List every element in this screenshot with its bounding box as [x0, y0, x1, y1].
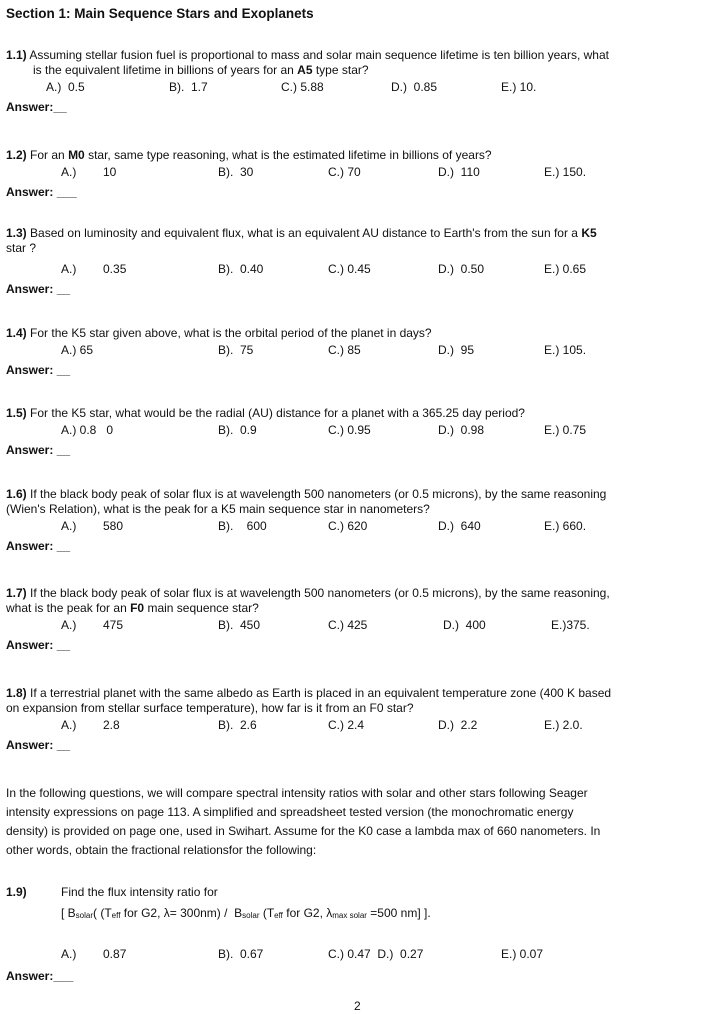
answer-label: Answer:	[6, 443, 54, 457]
answer-blank[interactable]: __	[53, 100, 67, 114]
option-c[interactable]: C.) 425	[328, 618, 368, 632]
question-number: 1.3)	[6, 226, 27, 240]
question-number: 1.6)	[6, 487, 27, 501]
options	[6, 519, 708, 535]
option-d[interactable]: D.) 400	[443, 618, 486, 632]
answer-blank[interactable]: ___	[56, 185, 77, 199]
answer-line	[6, 282, 708, 297]
question-text: For an	[30, 148, 65, 162]
question-text: what is the peak for an	[6, 601, 127, 615]
flux-formula: [ Bsolar( (Teff for G2, λ= 300nm) / Bsolar (Teff for G2, λmax solar =500 nm] ].	[61, 906, 431, 920]
option-b[interactable]: B). 75	[218, 343, 254, 357]
option-b[interactable]: B). 600	[218, 519, 267, 533]
question-1-7	[6, 586, 708, 653]
question-number: 1.4)	[6, 326, 27, 340]
answer-line	[6, 969, 73, 984]
answer-label: Answer:	[6, 363, 54, 377]
option-d[interactable]: D.) 0.85	[391, 80, 438, 94]
page-number: 2	[354, 999, 361, 1013]
option-e[interactable]: E.) 0.07	[501, 947, 544, 961]
answer-blank[interactable]: __	[56, 282, 71, 296]
option-e[interactable]: E.) 105.	[544, 343, 587, 357]
question-text: star, same type reasoning, what is the estimated lifetime in billions of years?	[88, 148, 492, 162]
answer-blank[interactable]: __	[56, 443, 71, 457]
option-c[interactable]: C.) 0.95	[328, 423, 371, 437]
answer-label: Answer:	[6, 638, 54, 652]
question-text: on expansion from stellar surface temperature), how far is it from an F0 star?	[6, 701, 414, 715]
page-title: Section 1: Main Sequence Stars and Exoplanets	[6, 6, 314, 21]
option-a[interactable]: A.) 10	[61, 165, 117, 179]
question-text: Assuming stellar fusion fuel is proportional to mass and solar main sequence lifetime is ten billion years, what	[29, 48, 609, 62]
question-number: 1.8)	[6, 686, 27, 700]
question-text: Find the flux intensity ratio for	[61, 885, 218, 899]
option-b[interactable]: B). 30	[218, 165, 254, 179]
answer-line	[6, 100, 708, 115]
question-number: 1.7)	[6, 586, 27, 600]
option-a[interactable]: A.) 0.5	[46, 80, 85, 94]
option-e[interactable]: E.) 10.	[501, 80, 537, 94]
option-b[interactable]: B). 450	[218, 618, 261, 632]
question-text: (Wien's Relation), what is the peak for a K5 main sequence star in nanometers?	[6, 502, 430, 516]
intro-line: intensity expressions on page 113. A simplified and spreadsheet tested version (the monochromatic energy	[6, 805, 574, 819]
star-type: K5	[581, 226, 597, 240]
option-d[interactable]: D.) 110	[438, 165, 480, 179]
star-type: F0	[130, 601, 145, 615]
star-type: A5	[297, 63, 313, 77]
question-number: 1.1)	[6, 48, 27, 62]
answer-blank[interactable]: __	[56, 638, 71, 652]
question-1-9	[6, 885, 708, 995]
option-d[interactable]: D.) 0.98	[438, 423, 485, 437]
star-type: M0	[68, 148, 85, 162]
option-c[interactable]: C.) 70	[328, 165, 361, 179]
question-text: If a terrestrial planet with the same albedo as Earth is placed in an equivalent temperature zone (400 K based	[30, 686, 612, 700]
question-1-6	[6, 487, 708, 554]
option-a[interactable]: A.) 580	[61, 519, 124, 533]
question-1-2	[6, 148, 708, 200]
question-text: Based on luminosity and equivalent flux, what is an equivalent AU distance to Earth's from the sun for a	[30, 226, 578, 240]
answer-blank[interactable]: ___	[53, 969, 74, 983]
answer-label: Answer:	[6, 185, 54, 199]
option-a[interactable]: A.) 0.8 0	[61, 423, 114, 437]
question-1-4	[6, 326, 708, 378]
answer-label: Answer:	[6, 100, 54, 114]
question-number: 1.2)	[6, 148, 27, 162]
answer-label: Answer:	[6, 282, 54, 296]
intro-line: In the following questions, we will compare spectral intensity ratios with solar and other stars following Seager	[6, 786, 588, 800]
option-c[interactable]: C.) 620	[328, 519, 368, 533]
question-number: 1.9)	[6, 885, 27, 899]
question-1-5	[6, 406, 708, 458]
option-e[interactable]: E.) 150.	[544, 165, 587, 179]
options	[6, 618, 708, 634]
option-c[interactable]: C.) 5.88	[281, 80, 324, 94]
answer-line	[6, 185, 708, 200]
option-a[interactable]: A.) 0.87	[61, 947, 127, 961]
intro-line: density) is provided on page one, used in Swihart. Assume for the K0 case a lambda max of 660 nanometers. In	[6, 824, 601, 838]
question-text: For the K5 star, what would be the radial (AU) distance for a planet with a 365.25 day period?	[30, 406, 525, 420]
answer-line	[6, 638, 708, 653]
option-c-d[interactable]: C.) 0.47 D.) 0.27	[328, 947, 424, 961]
answer-label: Answer:	[6, 539, 54, 553]
question-1-8	[6, 686, 708, 753]
answer-blank[interactable]: __	[56, 363, 71, 377]
option-e[interactable]: E.) 660.	[544, 519, 587, 533]
options	[6, 165, 708, 181]
answer-label: Answer:	[6, 969, 54, 983]
question-1-3	[6, 226, 708, 297]
answer-blank[interactable]: __	[56, 539, 71, 553]
option-e[interactable]: E.) 0.65	[544, 262, 587, 276]
question-text: type star?	[315, 63, 369, 77]
options	[6, 423, 708, 439]
answer-line	[6, 539, 708, 554]
option-a[interactable]: A.) 2.8	[61, 718, 120, 732]
options	[6, 343, 708, 359]
option-c[interactable]: C.) 85	[328, 343, 361, 357]
option-d[interactable]: D.) 95	[438, 343, 475, 357]
intro-line: other words, obtain the fractional relationsfor the following:	[6, 843, 317, 857]
option-b[interactable]: B). 1.7	[169, 80, 208, 94]
option-b[interactable]: B). 0.9	[218, 423, 257, 437]
question-text: star ?	[6, 241, 37, 255]
option-a[interactable]: A.) 475	[61, 618, 124, 632]
option-d[interactable]: D.) 640	[438, 519, 481, 533]
option-e[interactable]: E.) 2.0.	[544, 718, 583, 732]
option-c[interactable]: C.) 2.4	[328, 718, 365, 732]
question-text: main sequence star?	[147, 601, 259, 615]
question-text: If the black body peak of solar flux is at wavelength 500 nanometers (or 0.5 microns), by the same reasoning	[30, 487, 607, 501]
answer-line	[6, 443, 708, 458]
options	[6, 718, 708, 734]
question-text: is the equivalent lifetime in billions of years for an	[33, 63, 294, 77]
option-e[interactable]: E.) 0.75	[544, 423, 587, 437]
options	[6, 262, 708, 278]
option-d[interactable]: D.) 2.2	[438, 718, 478, 732]
question-text: For the K5 star given above, what is the orbital period of the planet in days?	[30, 326, 432, 340]
question-text: If the black body peak of solar flux is at wavelength 500 nanometers (or 0.5 microns), by the same reasoning,	[30, 586, 610, 600]
option-b[interactable]: B). 0.67	[218, 947, 264, 961]
answer-line	[6, 363, 708, 378]
answer-blank[interactable]: __	[56, 738, 71, 752]
option-c[interactable]: C.) 0.45	[328, 262, 371, 276]
option-b[interactable]: B). 2.6	[218, 718, 257, 732]
option-b[interactable]: B). 0.40	[218, 262, 264, 276]
question-number: 1.5)	[6, 406, 27, 420]
question-1-1	[6, 48, 708, 115]
options	[6, 947, 708, 963]
options	[6, 80, 708, 96]
answer-label: Answer:	[6, 738, 54, 752]
option-d[interactable]: D.) 0.50	[438, 262, 485, 276]
option-a[interactable]: A.) 0.35	[61, 262, 127, 276]
intro-paragraph	[6, 784, 706, 860]
option-a[interactable]: A.) 65	[61, 343, 94, 357]
answer-line	[6, 738, 708, 753]
option-e[interactable]: E.)375.	[551, 618, 590, 632]
